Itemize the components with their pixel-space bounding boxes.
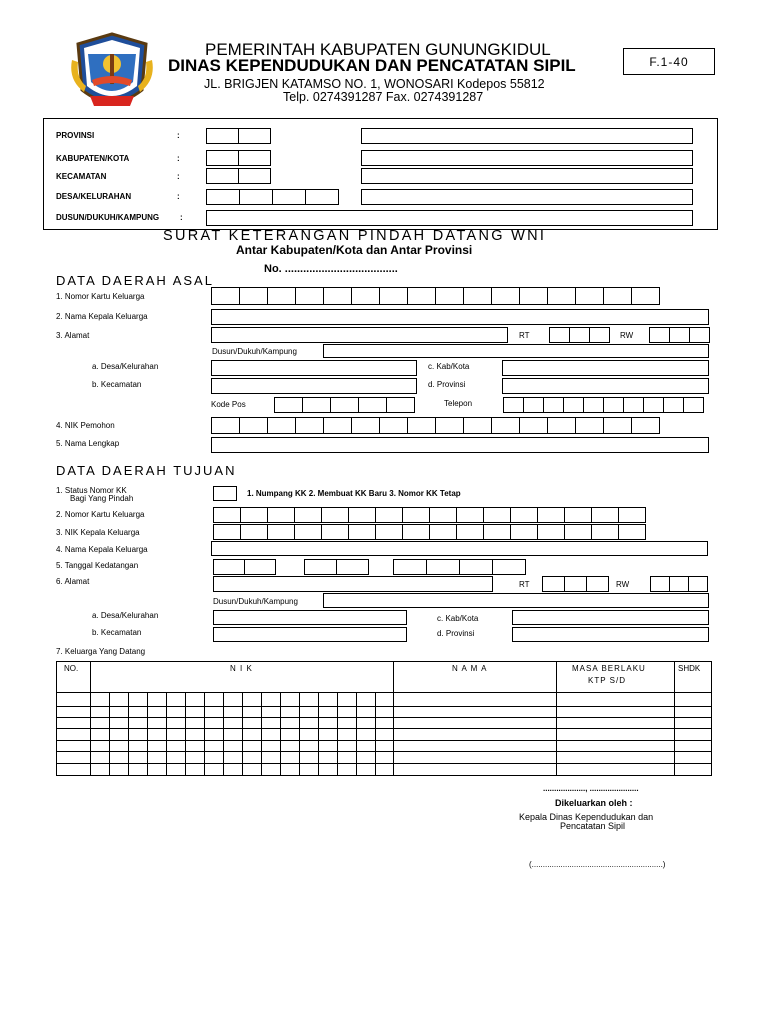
asal-kk-number-boxes[interactable] bbox=[211, 287, 660, 305]
signature-place-date: ..................., ...................... bbox=[543, 784, 639, 793]
tujuan-rt-boxes[interactable] bbox=[542, 576, 609, 592]
form-number: No. ..................................... bbox=[264, 263, 398, 275]
asal-rw-label: RW bbox=[620, 331, 634, 340]
region-colon: : bbox=[177, 131, 180, 140]
tujuan-alamat-label: 6. Alamat bbox=[56, 577, 90, 586]
tujuan-status-label2: Bagi Yang Pindah bbox=[70, 494, 134, 503]
kecamatan-code-boxes[interactable] bbox=[206, 168, 271, 184]
tujuan-status-options: 1. Numpang KK 2. Membuat KK Baru 3. Nomor KK Tetap bbox=[247, 489, 461, 498]
tujuan-kk-label: 2. Nomor Kartu Keluarga bbox=[56, 510, 145, 519]
tujuan-rw-label: RW bbox=[616, 580, 630, 589]
region-provinsi-label: PROVINSI bbox=[56, 131, 95, 140]
region-colon: : bbox=[180, 213, 183, 222]
asal-kepala-input[interactable] bbox=[211, 309, 709, 325]
kabupaten-code-boxes[interactable] bbox=[206, 150, 271, 166]
provinsi-code-boxes[interactable] bbox=[206, 128, 271, 144]
region-colon: : bbox=[177, 154, 180, 163]
provinsi-name-input[interactable] bbox=[361, 128, 693, 144]
asal-kodepos-label: Kode Pos bbox=[211, 400, 246, 409]
asal-provinsi-label: d. Provinsi bbox=[428, 380, 466, 389]
desa-name-input[interactable] bbox=[361, 189, 693, 205]
asal-kk-label: 1. Nomor Kartu Keluarga bbox=[56, 292, 145, 301]
tujuan-tanggal-month-boxes[interactable] bbox=[304, 559, 369, 575]
section-tujuan-heading: DATA DAERAH TUJUAN bbox=[56, 463, 237, 478]
asal-dusun-label: Dusun/Dukuh/Kampung bbox=[212, 347, 297, 356]
asal-nik-label: 4. NIK Pemohon bbox=[56, 421, 115, 430]
asal-desa-label: a. Desa/Kelurahan bbox=[92, 362, 159, 371]
tujuan-kepala-label: 4. Nama Kepala Keluarga bbox=[56, 545, 148, 554]
tujuan-provinsi-label: d. Provinsi bbox=[437, 629, 475, 638]
table-header-masa: MASA BERLAKU bbox=[572, 664, 646, 673]
desa-code-boxes[interactable] bbox=[206, 189, 339, 205]
header-phone: Telp. 0274391287 Fax. 0274391287 bbox=[283, 90, 484, 104]
form-code: F.1-40 bbox=[649, 54, 689, 69]
tujuan-keluarga-label: 7. Keluarga Yang Datang bbox=[56, 647, 146, 656]
signature-official-title2: Pencatatan Sipil bbox=[560, 821, 626, 831]
regency-emblem-icon bbox=[70, 30, 154, 114]
kabupaten-name-input[interactable] bbox=[361, 150, 693, 166]
tujuan-rt-label: RT bbox=[519, 580, 530, 589]
table-header-shdk: SHDK bbox=[678, 664, 701, 673]
tujuan-kabkota-input[interactable] bbox=[512, 610, 709, 625]
region-kecamatan-label: KECAMATAN bbox=[56, 172, 107, 181]
asal-kecamatan-input[interactable] bbox=[211, 378, 417, 394]
tujuan-nik-kepala-boxes[interactable] bbox=[213, 524, 646, 540]
tujuan-tanggal-day-boxes[interactable] bbox=[213, 559, 276, 575]
asal-kodepos-boxes[interactable] bbox=[274, 397, 415, 413]
asal-nama-label: 5. Nama Lengkap bbox=[56, 439, 120, 448]
dusun-name-input[interactable] bbox=[206, 210, 693, 226]
tujuan-kecamatan-input[interactable] bbox=[213, 627, 407, 642]
form-subtitle: Antar Kabupaten/Kota dan Antar Provinsi bbox=[236, 243, 473, 257]
table-header-nama: N A M A bbox=[452, 664, 488, 673]
asal-kepala-label: 2. Nama Kepala Keluarga bbox=[56, 312, 148, 321]
region-dusun-label: DUSUN/DUKUH/KAMPUNG bbox=[56, 213, 160, 222]
signature-name-line: (...........................................................) bbox=[529, 860, 666, 869]
tujuan-kecamatan-label: b. Kecamatan bbox=[92, 628, 142, 637]
form-code-box bbox=[623, 48, 715, 75]
asal-kabkota-label: c. Kab/Kota bbox=[428, 362, 470, 371]
asal-kecamatan-label: b. Kecamatan bbox=[92, 380, 142, 389]
asal-telepon-boxes[interactable] bbox=[503, 397, 704, 413]
table-header-nik: N I K bbox=[230, 664, 253, 673]
tujuan-kepala-input[interactable] bbox=[211, 541, 708, 556]
asal-provinsi-input[interactable] bbox=[502, 378, 709, 394]
tujuan-kk-boxes[interactable] bbox=[213, 507, 646, 523]
region-kabupaten-label: KABUPATEN/KOTA bbox=[56, 154, 130, 163]
kecamatan-name-input[interactable] bbox=[361, 168, 693, 184]
header-address: JL. BRIGJEN KATAMSO NO. 1, WONOSARI Kodepos 55812 bbox=[204, 77, 545, 91]
asal-rw-boxes[interactable] bbox=[649, 327, 710, 343]
form-title: SURAT KETERANGAN PINDAH DATANG WNI bbox=[163, 228, 547, 244]
tujuan-rw-boxes[interactable] bbox=[650, 576, 708, 592]
table-header-no: NO. bbox=[64, 664, 79, 673]
tujuan-alamat-input[interactable] bbox=[213, 576, 493, 592]
asal-alamat-input[interactable] bbox=[211, 327, 508, 343]
header-line2: DINAS KEPENDUDUKAN DAN PENCATATAN SIPIL bbox=[168, 56, 576, 75]
asal-nama-input[interactable] bbox=[211, 437, 709, 453]
tujuan-tanggal-label: 5. Tanggal Kedatangan bbox=[56, 561, 139, 570]
asal-dusun-input[interactable] bbox=[323, 344, 709, 358]
table-header-ktp: KTP S/D bbox=[588, 676, 626, 685]
tujuan-status-label: 1. Status Nomor KK bbox=[56, 486, 127, 495]
asal-kabkota-input[interactable] bbox=[502, 360, 709, 376]
tujuan-dusun-label: Dusun/Dukuh/Kampung bbox=[213, 597, 298, 606]
tujuan-nik-kepala-label: 3. NIK Kepala Keluarga bbox=[56, 528, 140, 537]
asal-rt-boxes[interactable] bbox=[549, 327, 610, 343]
section-asal-heading: DATA DAERAH ASAL bbox=[56, 273, 214, 288]
tujuan-desa-label: a. Desa/Kelurahan bbox=[92, 611, 159, 620]
region-colon: : bbox=[177, 192, 180, 201]
tujuan-provinsi-input[interactable] bbox=[512, 627, 709, 642]
asal-desa-input[interactable] bbox=[211, 360, 417, 376]
region-desa-label: DESA/KELURAHAN bbox=[56, 192, 132, 201]
tujuan-tanggal-year-boxes[interactable] bbox=[393, 559, 526, 575]
header-line1: PEMERINTAH KABUPATEN GUNUNGKIDUL bbox=[205, 40, 551, 59]
asal-alamat-label: 3. Alamat bbox=[56, 331, 90, 340]
asal-telepon-label: Telepon bbox=[444, 399, 473, 408]
region-colon: : bbox=[177, 172, 180, 181]
signature-issued-by: Dikeluarkan oleh : bbox=[555, 798, 633, 808]
asal-rt-label: RT bbox=[519, 331, 530, 340]
tujuan-kabkota-label: c. Kab/Kota bbox=[437, 614, 479, 623]
tujuan-desa-input[interactable] bbox=[213, 610, 407, 625]
signature-official-title: Kepala Dinas Kependudukan dan bbox=[519, 812, 654, 822]
tujuan-dusun-input[interactable] bbox=[323, 593, 709, 608]
asal-nik-boxes[interactable] bbox=[211, 417, 660, 434]
tujuan-status-box[interactable] bbox=[213, 486, 237, 501]
